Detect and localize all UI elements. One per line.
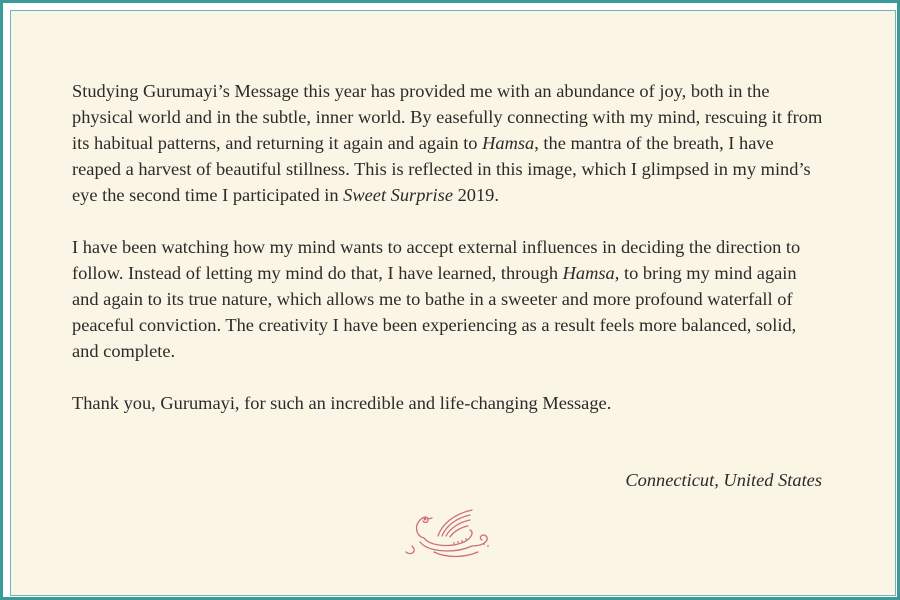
swan-emblem-icon xyxy=(394,500,498,562)
paragraph-1-text-a: Studying Gurumayi’s Message this year has provided me with an abundance of joy, both in the physical world and in the subtle, inner world. By easefully connecting with my mind, rescuing it from its habitual patterns, and returning it again and again to xyxy=(72,81,823,153)
sweet-surprise-emphasis: Sweet Surprise xyxy=(343,185,453,205)
paragraph-1-text-b: , the mantra of the breath, I have reaped a harvest of beautiful stillness. This is reflected in this image, which I glimpsed in my mind’s eye the second time I participated in xyxy=(72,133,811,205)
paragraph-3: Thank you, Gurumayi, for such an incredible and life-changing Message. xyxy=(72,393,612,413)
hamsa-emphasis: Hamsa xyxy=(562,263,615,283)
paragraph-1 xyxy=(72,78,824,208)
paragraph-2-text-b: , to bring my mind again and again to its true nature, which allows me to bathe in a sweeter and more profound waterfall of peaceful conviction. The creativity I have been experiencing as a result feels more balanced, solid, and complete. xyxy=(72,263,797,361)
paragraph-2 xyxy=(72,234,824,364)
signature-location: Connecticut, United States xyxy=(625,470,822,490)
letter-body xyxy=(72,78,824,442)
paragraph-2-text-a: I have been watching how my mind wants to accept external influences in deciding the direction to follow. Instead of letting my mind do that, I have learned, through xyxy=(72,237,801,283)
hamsa-emphasis: Hamsa xyxy=(482,133,535,153)
paragraph-1-text-c: 2019. xyxy=(452,185,499,205)
